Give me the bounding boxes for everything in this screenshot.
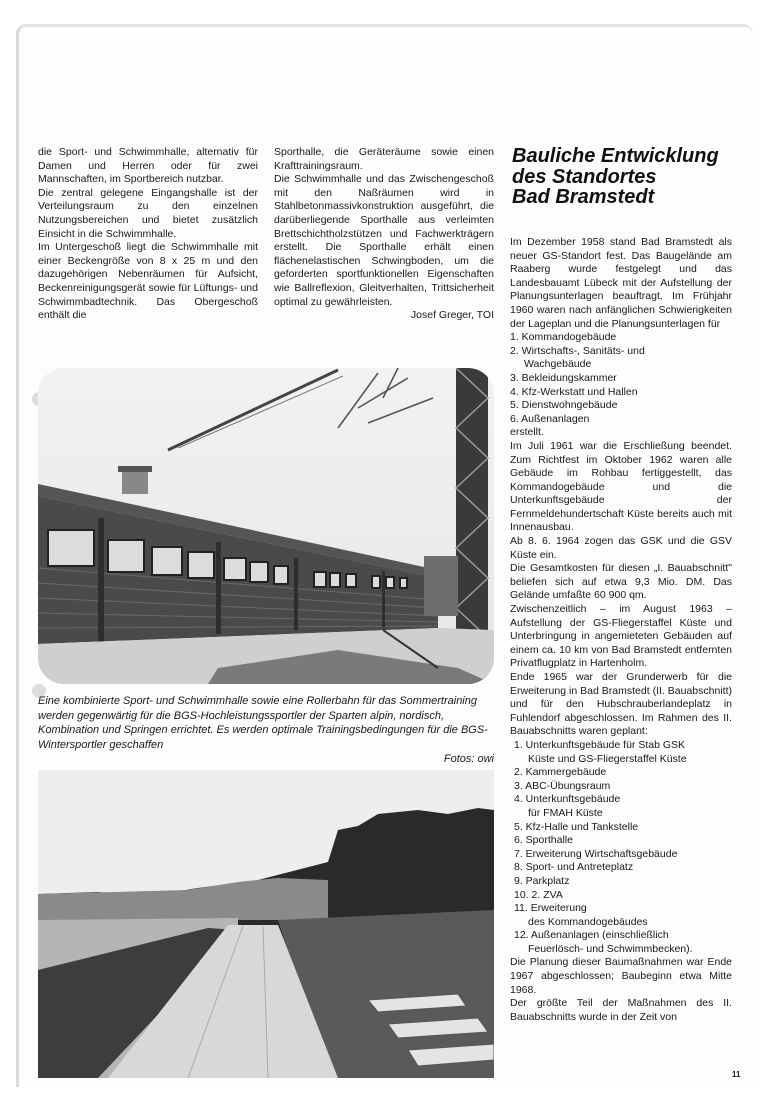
paragraph: erstellt.: [510, 426, 544, 439]
title-line: Bad Bramstedt: [512, 186, 655, 208]
list-item: 5. Kfz-Halle und Tankstelle: [514, 820, 639, 833]
paragraph: Im Dezember 1958 stand Bad Bramstedt als neuer GS-Standort fest. Das Baugelände am Raaberg wurde festgelegt und das Landesbauamt Lübeck mit der Aufstellung der Planungsunterlagen beauftragt. Im Frühjahr 1960 waren nach anfänglichen Schwierigkeiten der Lageplan und die Planungsunterlagen für: [510, 236, 732, 330]
title-line: Bauliche Entwicklung: [512, 145, 719, 167]
paragraph: Ab 8. 6. 1964 zogen das GSK und die GSV Küste ein.: [510, 535, 732, 561]
list-item: 3. ABC-Übungsraum: [514, 779, 611, 792]
article-column-2: [274, 146, 494, 323]
list-item: für FMAH Küste: [528, 806, 603, 819]
article-column-1: [38, 146, 258, 323]
caption-text: Eine kombinierte Sport- und Schwimmhalle sowie eine Rollerbahn für das Sommertraining werden gegenwärtig für die BGS-Hochleistungssportler der Sparten alpin, nordisch, Kombination und Springen errichtet. Es werden optimale Trainingsbedingungen für die BGS-Wintersportler geschaffen: [38, 695, 488, 751]
title-line: des Standortes: [512, 165, 657, 188]
list-item: 9. Parkplatz: [514, 874, 570, 887]
paragraph: Der größte Teil der Maßnahmen des II. Bauabschnitts wurde in der Zeit von: [510, 997, 732, 1023]
paragraph: die Sport- und Schwimmhalle, alternativ für Damen und Herren oder für zwei Mannschaften, im Sportbereich nutzbar.: [38, 146, 258, 186]
list-item: Wachgebäude: [524, 358, 592, 371]
list-item: 1. Kommandogebäude: [510, 331, 617, 344]
list-item: 6. Sporthalle: [514, 834, 573, 847]
list-item: Küste und GS-Fliegerstaffel Küste: [528, 752, 687, 765]
list-item: 4. Unterkunftsgebäude: [514, 793, 621, 806]
photo-caption: [38, 694, 494, 767]
list-item: 10. 2. ZVA: [514, 888, 563, 901]
photo-sports-hall-construction: [38, 368, 494, 684]
list-item: 8. Sport- und Antreteplatz: [514, 861, 634, 874]
paragraph: Zwischenzeitlich – im August 1963 – Aufstellung der GS-Fliegerstaffel Küste und Unterbringung in angemieteten Gebäuden auf einem ca. 10 km von Bad Bramstedt entfernten Privatflugplatz in Hartenholm.: [510, 603, 732, 670]
paragraph: Sporthalle, die Geräteräume sowie einen Krafttrainingsraum.: [274, 146, 494, 172]
paragraph: Die zentral gelegene Eingangshalle ist der Verteilungsraum zu den einzelnen Nutzungsbereichen und bietet zusätzlich Einsicht in die Schwimmhalle.: [38, 186, 258, 240]
photo-credit: Fotos: owi: [443, 753, 494, 765]
list-item: 2. Wirtschafts-, Sanitäts- und: [510, 344, 645, 357]
author-signature: Josef Greger, TOI: [410, 309, 494, 322]
list-item: 3. Bekleidungskammer: [510, 371, 617, 384]
list-item: 2. Kammergebäude: [514, 766, 607, 779]
list-item: 12. Außenanlagen (einschließlich: [514, 929, 669, 942]
paragraph: Die Planung dieser Baumaßnahmen war Ende 1967 abgeschlossen; Baubeginn etwa Mitte 1968.: [510, 956, 732, 996]
building-list-2: [510, 739, 732, 957]
list-item: des Kommandogebäudes: [528, 915, 648, 928]
list-item: Feuerlösch- und Schwimmbecken).: [528, 942, 693, 955]
list-item: 6. Außenanlagen: [510, 412, 590, 425]
list-item: 5. Dienstwohngebäude: [510, 399, 618, 412]
paragraph: Im Juli 1961 war die Erschließung beendet. Zum Richtfest im Oktober 1962 waren alle Gebäude im Rohbau fertiggestellt, das Kommandogebäude und die Unterkunftsgebäude der Fernmeldehundertschaft Küste bereits auch mit Innenausbau.: [510, 439, 732, 534]
list-item: 4. Kfz-Werkstatt und Hallen: [510, 385, 638, 398]
list-item: 1. Unterkunftsgebäude für Stab GSK: [514, 738, 686, 751]
photo-roller-track: [38, 770, 494, 1078]
paragraph: Im Untergeschoß liegt die Schwimmhalle mit einer Beckengröße von 8 x 25 m und den dazugehörigen Nebenräumen für Aufsicht, Beckenreinigungsgerät sowie für Lüftungs- und Schwimmbadtechnik. Das Obergeschoß enthält die: [38, 241, 258, 322]
list-item: 7. Erweiterung Wirtschaftsgebäude: [514, 847, 678, 860]
list-item: 11. Erweiterung: [514, 902, 587, 915]
page-number: 11: [732, 1070, 741, 1079]
article-title: [512, 146, 742, 208]
paragraph: Die Schwimmhalle und das Zwischengeschoß mit den Naßräumen wird in Stahlbetonmassivkonstruktion ausgeführt, die darüberliegende Sporthalle aus verleimten Brettschichtholzstützen und Fachwerkträgern erstellt. Die Sporthalle erhält einen flächenelastischen Schwingboden, um die geforderten sportfunktionellen Eigenschaften wie Ballreflexion, Gleitverhalten, Trittsicherheit optimal zu gewährleisten.: [274, 173, 494, 308]
paragraph: Ende 1965 war der Grunderwerb für die Erweiterung in Bad Bramstedt (II. Bauabschnitt) und für den Hubschrauberlandeplatz in Fuhlendorf abgeschlossen. Im Rahmen des II. Bauabschnitts waren geplant:: [510, 671, 732, 738]
article-column-3: [510, 236, 732, 1024]
paragraph: Die Gesamtkosten für diesen „I. Bauabschnitt" beliefen sich auf etwa 9,3 Mio. DM. Das Gelände umfaßte 60 900 qm.: [510, 562, 732, 602]
building-list-1: [510, 331, 732, 426]
